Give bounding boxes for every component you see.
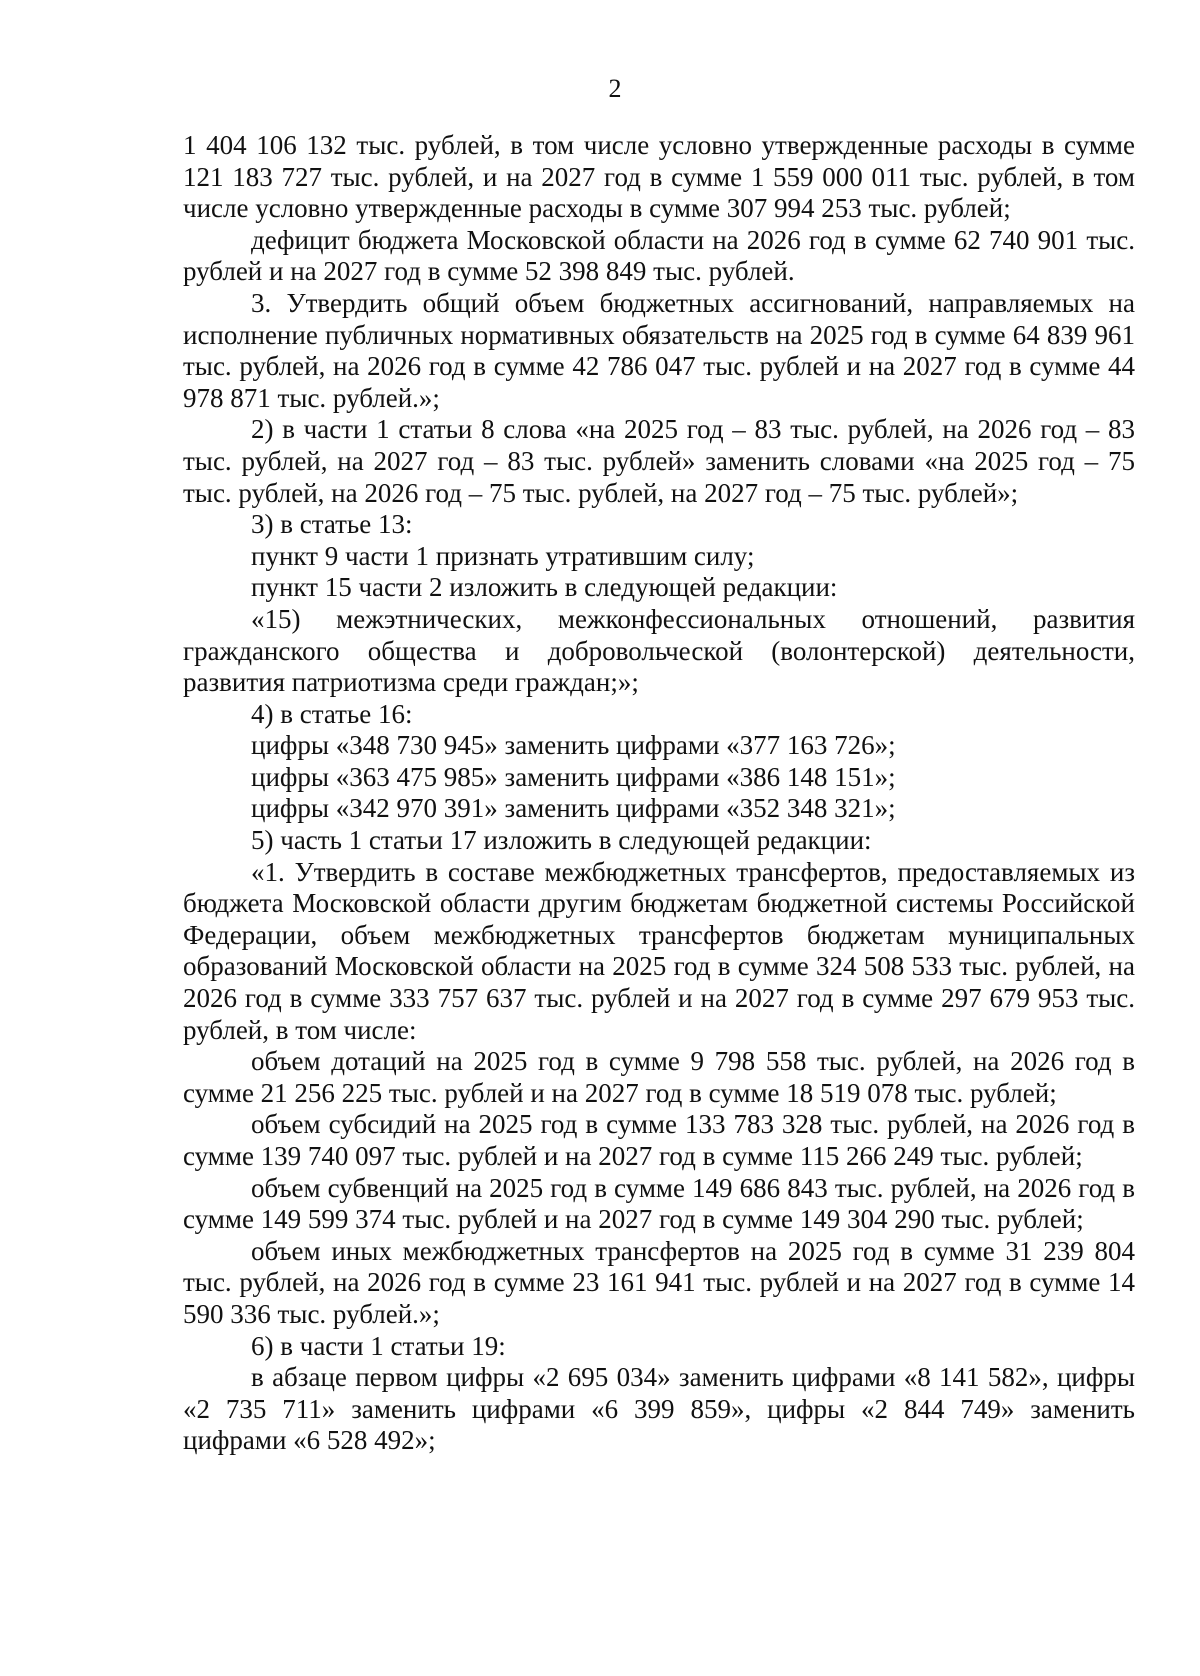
paragraph: пункт 9 части 1 признать утратившим силу;: [251, 540, 755, 571]
paragraph: цифры «342 970 391» заменить цифрами «352 348 321»;: [251, 793, 896, 824]
paragraph: «1. Утвердить в составе межбюджетных трансфертов, предоставляемых из бюджета Московской области другим бюджетам бюджетной системы Российской Федерации, объем межбюджетных трансфертов бюджетам муниципальных образований Московской области на 2025 год в сумме 324 508 533 тыс. рублей, на 2026 год в сумме 333 757 637 тыс. рублей и на 2027 год в сумме 297 679 953 тыс. рублей, в том числе:: [183, 856, 1135, 1045]
paragraph: объем иных межбюджетных трансфертов на 2025 год в сумме 31 239 804 тыс. рублей, на 2026 год в сумме 23 161 941 тыс. рублей и на 2027 год в сумме 14 590 336 тыс. рублей.»;: [183, 1235, 1135, 1329]
paragraph: объем субсидий на 2025 год в сумме 133 783 328 тыс. рублей, на 2026 год в сумме 139 740 097 тыс. рублей и на 2027 год в сумме 115 266 249 тыс. рублей;: [183, 1109, 1135, 1171]
paragraph: 6) в части 1 статьи 19:: [251, 1330, 506, 1361]
paragraph: «15) межэтнических, межконфессиональных отношений, развития гражданского общества и добровольческой (волонтерской) деятельности, развития патриотизма среди граждан;»;: [183, 603, 1135, 698]
paragraph: 3) в статье 13:: [251, 509, 413, 540]
paragraph: 2) в части 1 статьи 8 слова «на 2025 год – 83 тыс. рублей, на 2026 год – 83 тыс. рублей, на 2027 год – 83 тыс. рублей» заменить словами «на 2025 год – 75 тыс. рублей, на 2026 год – 75 тыс. рублей, на 2027 год – 75 тыс. рублей»;: [183, 414, 1135, 508]
page-number: 2: [608, 74, 622, 103]
paragraph: 3. Утвердить общий объем бюджетных ассигнований, направляемых на исполнение публичных нормативных обязательств на 2025 год в сумме 64 839 961 тыс. рублей, на 2026 год в сумме 42 786 047 тыс. рублей и на 2027 год в сумме 44 978 871 тыс. рублей.»;: [183, 287, 1135, 413]
paragraph: пункт 15 части 2 изложить в следующей редакции:: [251, 572, 838, 603]
paragraph: 4) в статье 16:: [251, 698, 413, 729]
paragraph: цифры «363 475 985» заменить цифрами «386 148 151»;: [251, 761, 896, 792]
paragraph: цифры «348 730 945» заменить цифрами «377 163 726»;: [251, 730, 896, 761]
paragraph: дефицит бюджета Московской области на 2026 год в сумме 62 740 901 тыс. рублей и на 2027 год в сумме 52 398 849 тыс. рублей.: [183, 224, 1135, 287]
paragraph: объем дотаций на 2025 год в сумме 9 798 558 тыс. рублей, на 2026 год в сумме 21 256 225 тыс. рублей и на 2027 год в сумме 18 519 078 тыс. рублей;: [183, 1046, 1135, 1108]
paragraph: объем субвенций на 2025 год в сумме 149 686 843 тыс. рублей, на 2026 год в сумме 149 599 374 тыс. рублей и на 2027 год в сумме 149 304 290 тыс. рублей;: [183, 1172, 1135, 1235]
paragraph: в абзаце первом цифры «2 695 034» заменить цифрами «8 141 582», цифры «2 735 711» заменить цифрами «6 399 859», цифры «2 844 749» заменить цифрами «6 528 492»;: [183, 1362, 1135, 1456]
document-body: [183, 130, 1135, 1457]
paragraph: 5) часть 1 статьи 17 изложить в следующей редакции:: [251, 825, 872, 856]
paragraph: 1 404 106 132 тыс. рублей, в том числе условно утвержденные расходы в сумме 121 183 727 тыс. рублей, и на 2027 год в сумме 1 559 000 011 тыс. рублей, в том числе условно утвержденные расходы в сумме 307 994 253 тыс. рублей;: [183, 130, 1135, 224]
